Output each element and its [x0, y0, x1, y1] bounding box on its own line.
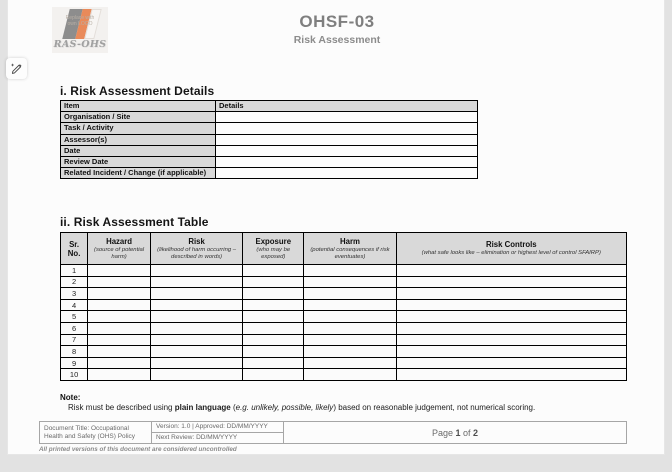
- details-row-value: [216, 112, 478, 123]
- footer-table: [39, 421, 627, 444]
- logo-brand-text: RAS-OHS: [53, 39, 107, 50]
- details-row-label: Assessor(s): [61, 134, 216, 145]
- table-row: [61, 265, 627, 277]
- sr-number: 6: [61, 322, 88, 334]
- risk-assessment-details-table: [60, 100, 478, 179]
- col-header-risk: Risk (likelihood of harm occurring – described in words): [150, 233, 242, 265]
- sr-number: 8: [61, 346, 88, 358]
- footer-next-review: Next Review: DD/MM/YYYY: [152, 433, 284, 444]
- table-row: [61, 299, 627, 311]
- details-row-value: [216, 123, 478, 134]
- table-row: [61, 322, 627, 334]
- col-header-exposure: Exposure (who may be exposed): [243, 233, 304, 265]
- sr-number: 10: [61, 369, 88, 381]
- document-subtitle: Risk Assessment: [293, 34, 381, 46]
- details-row-value: [216, 156, 478, 167]
- document-code-title: OHSF-03: [299, 12, 375, 31]
- table-row: [61, 311, 627, 323]
- details-row-value: [216, 168, 478, 179]
- table-row: [61, 369, 627, 381]
- details-row-label: Organisation / Site: [61, 112, 216, 123]
- details-row-label: Task / Activity: [61, 123, 216, 134]
- details-header-item: Item: [61, 101, 216, 112]
- table-row: [61, 346, 627, 358]
- details-row-label: Review Date: [61, 156, 216, 167]
- details-row-value: [216, 145, 478, 156]
- col-header-sr-no: Sr. No.: [61, 233, 88, 265]
- table-row: [61, 145, 478, 156]
- table-header-row: [61, 101, 478, 112]
- table-row: [61, 168, 478, 179]
- table-row: [61, 357, 627, 369]
- table-row: [61, 112, 478, 123]
- table-row: [61, 123, 478, 134]
- document-page: [7, 0, 665, 455]
- table-row: [61, 288, 627, 300]
- pencil-sparkle-icon: [10, 62, 23, 75]
- edit-icon[interactable]: [6, 58, 27, 79]
- risk-assessment-table: [60, 232, 627, 381]
- footer-disclaimer: All printed versions of this document are considered uncontrolled: [39, 446, 237, 453]
- details-row-label: Date: [61, 145, 216, 156]
- footer-doc-title: Document Title: Occupational Health and Safety (OHS) Policy: [40, 422, 152, 444]
- sr-number: 4: [61, 299, 88, 311]
- table-row: [61, 156, 478, 167]
- note-text: Risk must be described using plain language (e.g. unlikely, possible, likely) based on reasonable judgement, not numerical scoring.: [68, 403, 536, 412]
- details-row-value: [216, 134, 478, 145]
- sr-number: 7: [61, 334, 88, 346]
- table-row: [61, 134, 478, 145]
- table-header-row: [61, 233, 627, 265]
- sr-number: 1: [61, 265, 88, 277]
- table-row: [61, 276, 627, 288]
- footer-page-number: Page 1 of 2: [284, 422, 627, 444]
- col-header-harm: Harm (potential consequences if risk eventuates): [304, 233, 396, 265]
- footer-version: Version: 1.0 | Approved: DD/MM/YYYY: [152, 422, 284, 433]
- section-heading-details: i. Risk Assessment Details: [60, 84, 215, 98]
- col-header-hazard: Hazard (source of potential harm): [88, 233, 151, 265]
- sr-number: 3: [61, 288, 88, 300]
- details-header-details: Details: [216, 101, 478, 112]
- note-label: Note:: [60, 393, 81, 402]
- sr-number: 9: [61, 357, 88, 369]
- logo-placeholder-text: Replace with own LOGO: [65, 15, 95, 27]
- sr-number: 5: [61, 311, 88, 323]
- sr-number: 2: [61, 276, 88, 288]
- details-row-label: Related Incident / Change (if applicable): [61, 168, 216, 179]
- col-header-risk-controls: Risk Controls (what safe looks like – elimination or highest level of control SFAIRP): [396, 233, 626, 265]
- section-heading-risk-table: ii. Risk Assessment Table: [60, 215, 209, 229]
- table-row: [61, 334, 627, 346]
